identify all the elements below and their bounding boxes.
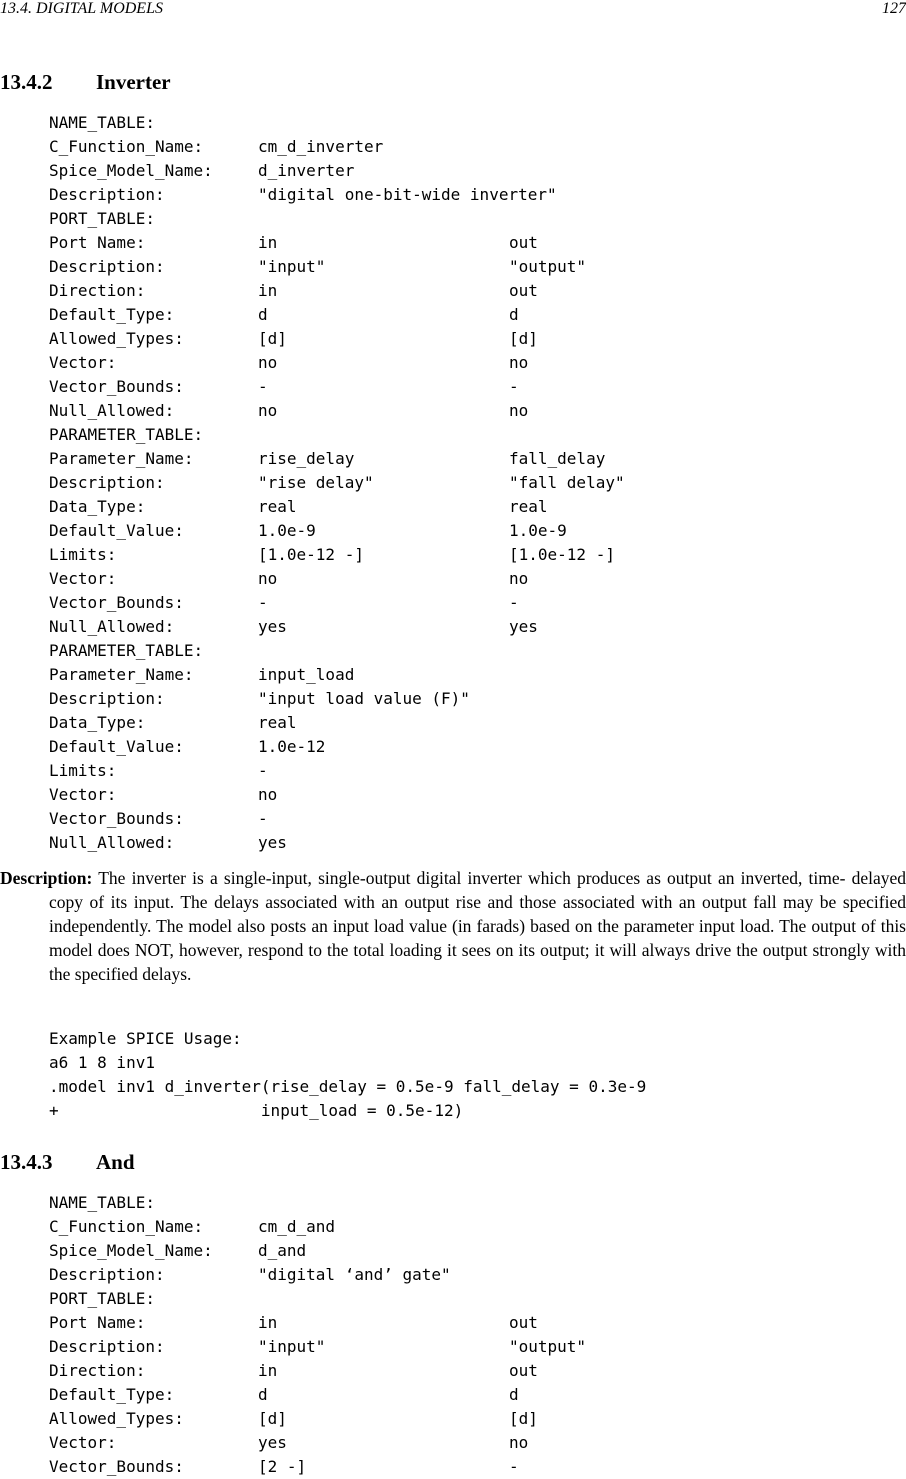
field-label: Limits: (49, 761, 117, 780)
field-label: Description: (49, 473, 165, 492)
field-value: in (258, 1361, 278, 1380)
field-label: Default_Type: (49, 1385, 175, 1404)
example-line: a6 1 8 inv1 (49, 1053, 155, 1072)
field-label: Vector_Bounds: (49, 593, 184, 612)
field-label: Description: (49, 1265, 165, 1284)
field-value: yes (258, 833, 287, 852)
field-label: Null_Allowed: (49, 617, 175, 636)
field-value: - (509, 1457, 519, 1476)
field-label: Default_Type: (49, 305, 175, 324)
example-spice-usage (49, 1027, 646, 1123)
field-value: - (509, 593, 519, 612)
field-value: "fall delay" (509, 473, 625, 492)
field-label: Data_Type: (49, 497, 146, 516)
field-label: Direction: (49, 281, 146, 300)
field-label: Port Name: (49, 233, 146, 252)
field-label: Vector: (49, 569, 117, 588)
field-value: real (509, 497, 548, 516)
field-value: d_and (258, 1241, 307, 1260)
field-value: no (509, 401, 529, 420)
field-label: Description: (49, 185, 165, 204)
running-header (0, 0, 906, 20)
field-label: NAME_TABLE: (49, 113, 155, 132)
description-paragraph (0, 866, 906, 986)
section-heading-and (0, 1150, 135, 1175)
field-label: Description: (49, 1337, 165, 1356)
field-value: [d] (509, 1409, 538, 1428)
field-label: Data_Type: (49, 713, 146, 732)
field-value: "digital ‘and’ gate" (258, 1265, 451, 1284)
field-label: Default_Value: (49, 521, 184, 540)
field-label: C_Function_Name: (49, 1217, 204, 1236)
field-label: Allowed_Types: (49, 329, 184, 348)
field-value: [2 -] (258, 1457, 307, 1476)
section-heading-inverter (0, 70, 171, 95)
section-number: 13.4.2 (0, 70, 53, 94)
field-label: Vector_Bounds: (49, 809, 184, 828)
field-value: d (509, 1385, 519, 1404)
field-value: fall_delay (509, 449, 606, 468)
field-value: "digital one-bit-wide inverter" (258, 185, 557, 204)
field-label: PORT_TABLE: (49, 209, 155, 228)
field-label: PARAMETER_TABLE: (49, 425, 204, 444)
field-value: [1.0e-12 -] (509, 545, 615, 564)
section-number: 13.4.3 (0, 1150, 53, 1174)
field-label: Parameter_Name: (49, 665, 194, 684)
field-label: PORT_TABLE: (49, 1289, 155, 1308)
field-value: input_load (258, 665, 355, 684)
field-value: no (509, 1433, 529, 1452)
field-value: - (258, 809, 268, 828)
section-title: And (96, 1150, 135, 1174)
page-number: 127 (882, 0, 906, 17)
field-value: real (258, 713, 297, 732)
field-value: "input" (258, 1337, 326, 1356)
example-line: Example SPICE Usage: (49, 1029, 242, 1048)
field-label: Spice_Model_Name: (49, 1241, 213, 1260)
field-label: NAME_TABLE: (49, 1193, 155, 1212)
example-line: .model inv1 d_inverter(rise_delay = 0.5e-9 fall_delay = 0.3e-9 (49, 1077, 647, 1096)
field-value: cm_d_and (258, 1217, 336, 1236)
running-header-section: 13.4. DIGITAL MODELS (0, 0, 163, 17)
field-value: [1.0e-12 -] (258, 545, 364, 564)
field-value: "input load value (F)" (258, 689, 470, 708)
field-value: - (258, 593, 268, 612)
field-value: d (509, 305, 519, 324)
field-value: out (509, 281, 538, 300)
field-value: real (258, 497, 297, 516)
field-label: Vector_Bounds: (49, 377, 184, 396)
field-value: rise_delay (258, 449, 355, 468)
field-value: no (258, 785, 278, 804)
field-value: in (258, 1313, 278, 1332)
field-label: Spice_Model_Name: (49, 161, 213, 180)
field-value: out (509, 1361, 538, 1380)
field-value: "rise delay" (258, 473, 374, 492)
field-label: PARAMETER_TABLE: (49, 641, 204, 660)
field-value: d_inverter (258, 161, 355, 180)
field-label: Null_Allowed: (49, 401, 175, 420)
field-value: yes (509, 617, 538, 636)
field-value: no (258, 353, 278, 372)
field-label: Vector_Bounds: (49, 1457, 184, 1476)
field-value: - (258, 761, 268, 780)
description-label: Description: (0, 868, 93, 888)
field-value: cm_d_inverter (258, 137, 384, 156)
field-label: Vector: (49, 353, 117, 372)
field-value: in (258, 281, 278, 300)
field-value: yes (258, 1433, 287, 1452)
field-value: d (258, 305, 268, 324)
field-label: Allowed_Types: (49, 1409, 184, 1428)
field-label: Direction: (49, 1361, 146, 1380)
field-value: 1.0e-9 (509, 521, 567, 540)
example-line: + input_load = 0.5e-12) (49, 1101, 464, 1120)
field-value: d (258, 1385, 268, 1404)
field-label: Description: (49, 257, 165, 276)
field-label: Default_Value: (49, 737, 184, 756)
field-value: no (509, 569, 529, 588)
description-text: The inverter is a single-input, single-output digital inverter which produces as output an inverted, time- delayed copy of its input. The delays associated with an output rise and those associated with an output fall may be specified independently. The model also posts an input load value (in farads) based on the parameter input load. The output of this model does NOT, however, respond to the total loading it sees on its output; it will always drive the output strongly with the specified delays. (49, 868, 906, 984)
field-label: Null_Allowed: (49, 833, 175, 852)
field-value: out (509, 233, 538, 252)
field-value: out (509, 1313, 538, 1332)
field-label: Port Name: (49, 1313, 146, 1332)
field-value: 1.0e-9 (258, 521, 316, 540)
field-value: "input" (258, 257, 326, 276)
field-value: - (258, 377, 268, 396)
field-value: "output" (509, 1337, 587, 1356)
field-value: [d] (258, 329, 287, 348)
section-title: Inverter (96, 70, 171, 94)
field-label: Limits: (49, 545, 117, 564)
field-value: 1.0e-12 (258, 737, 326, 756)
field-value: - (509, 377, 519, 396)
field-value: no (258, 569, 278, 588)
field-value: no (258, 401, 278, 420)
field-value: in (258, 233, 278, 252)
field-value: yes (258, 617, 287, 636)
field-label: Description: (49, 689, 165, 708)
field-label: Vector: (49, 785, 117, 804)
field-value: [d] (258, 1409, 287, 1428)
field-value: "output" (509, 257, 587, 276)
field-label: Vector: (49, 1433, 117, 1452)
field-label: C_Function_Name: (49, 137, 204, 156)
field-value: [d] (509, 329, 538, 348)
field-value: no (509, 353, 529, 372)
field-label: Parameter_Name: (49, 449, 194, 468)
